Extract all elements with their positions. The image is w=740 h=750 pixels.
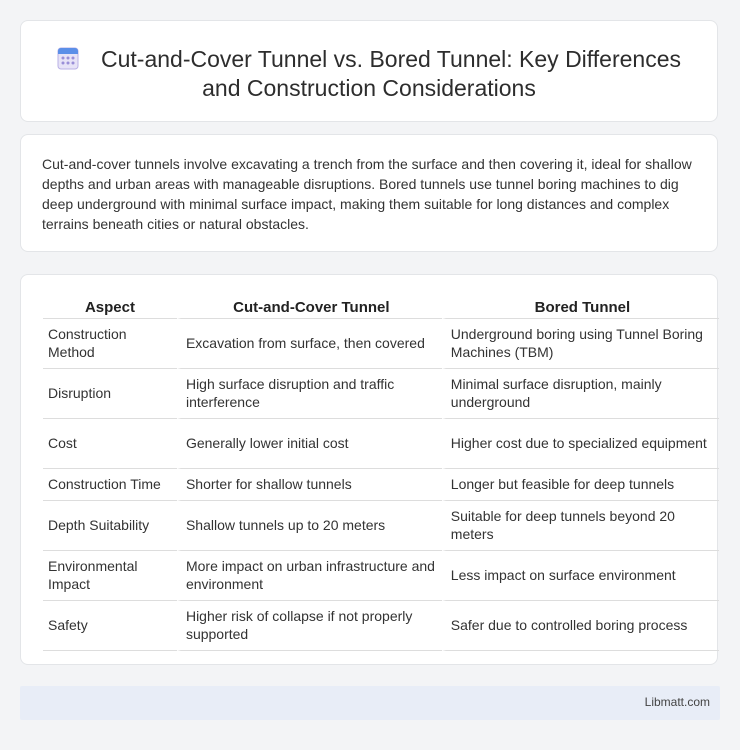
table-row xyxy=(43,319,719,369)
aspect-cell: Safety xyxy=(43,601,177,651)
table-row xyxy=(43,551,719,601)
footer-brand-link[interactable]: Libmatt.com xyxy=(644,695,710,709)
header-bored: Bored Tunnel xyxy=(442,296,719,319)
table-header-row xyxy=(43,296,719,319)
aspect-cell: Disruption xyxy=(43,369,177,419)
title-line-1: Cut-and-Cover Tunnel vs. Bored Tunnel: Key Differences xyxy=(101,46,681,72)
page-title xyxy=(21,45,717,103)
table-row xyxy=(43,601,719,651)
table-row xyxy=(43,469,719,501)
table-row xyxy=(43,419,719,469)
header-cut-and-cover: Cut-and-Cover Tunnel xyxy=(177,296,442,319)
table-row xyxy=(43,501,719,551)
bored-cell: Minimal surface disruption, mainly underground xyxy=(442,369,719,419)
footer-bar xyxy=(20,686,720,720)
cut-and-cover-cell: Shallow tunnels up to 20 meters xyxy=(177,501,442,551)
title-card xyxy=(20,20,718,122)
cut-and-cover-cell: Higher risk of collapse if not properly supported xyxy=(177,601,442,651)
title-line-2: and Construction Considerations xyxy=(202,75,536,101)
comparison-table xyxy=(43,296,719,651)
cut-and-cover-cell: Shorter for shallow tunnels xyxy=(177,469,442,501)
intro-card xyxy=(20,134,718,252)
aspect-cell: Construction Method xyxy=(43,319,177,369)
aspect-cell: Depth Suitability xyxy=(43,501,177,551)
table-row xyxy=(43,369,719,419)
bored-cell: Longer but feasible for deep tunnels xyxy=(442,469,719,501)
cut-and-cover-cell: High surface disruption and traffic interference xyxy=(177,369,442,419)
bored-cell: Less impact on surface environment xyxy=(442,551,719,601)
aspect-cell: Construction Time xyxy=(43,469,177,501)
calendar-icon xyxy=(57,46,79,70)
bored-cell: Suitable for deep tunnels beyond 20 meters xyxy=(442,501,719,551)
aspect-cell: Cost xyxy=(43,419,177,469)
cut-and-cover-cell: Excavation from surface, then covered xyxy=(177,319,442,369)
comparison-card xyxy=(20,274,718,665)
bored-cell: Underground boring using Tunnel Boring Machines (TBM) xyxy=(442,319,719,369)
bored-cell: Safer due to controlled boring process xyxy=(442,601,719,651)
cut-and-cover-cell: Generally lower initial cost xyxy=(177,419,442,469)
intro-paragraph: Cut-and-cover tunnels involve excavating a trench from the surface and then covering it, ideal for shallow depths and urban areas with manageable disruptions. Bored tunnels use tunnel boring machines to dig deep underground with minimal surface impact, making them suitable for long distances and complex terrains beneath cities or natural obstacles. xyxy=(42,156,692,232)
header-aspect: Aspect xyxy=(43,296,177,319)
bored-cell: Higher cost due to specialized equipment xyxy=(442,419,719,469)
aspect-cell: Environmental Impact xyxy=(43,551,177,601)
cut-and-cover-cell: More impact on urban infrastructure and environment xyxy=(177,551,442,601)
